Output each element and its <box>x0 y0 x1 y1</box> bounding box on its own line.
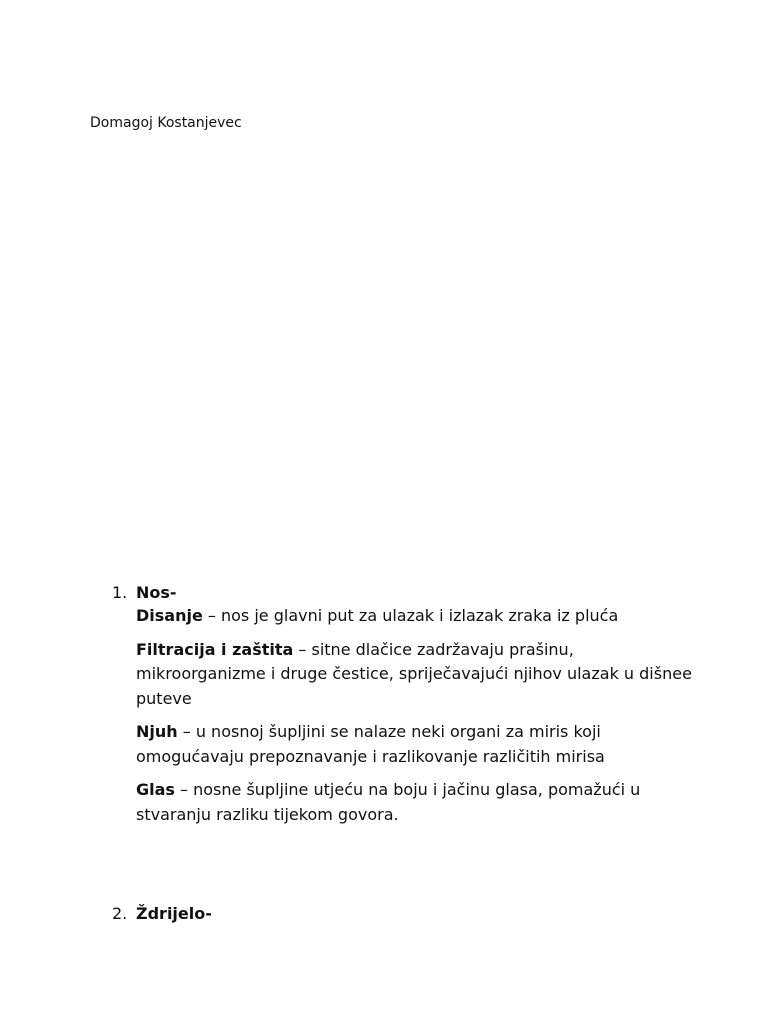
term-glas: Glas <box>136 780 175 799</box>
term-njuh: Njuh <box>136 722 178 741</box>
term-filtracija: Filtracija i zaštita <box>136 639 294 659</box>
text-disanje: – nos je glavni put za ulazak i izlazak zraka iz pluća <box>202 606 619 625</box>
text-filtracija: – sitne dlačice zadržavaju prašinu, mikroorganizme i druge čestice, spriječavajući njihov ulazak u dišnee puteve <box>136 639 692 708</box>
list-item-content <box>136 582 696 827</box>
text-glas: – nosne šupljine utjeću na boju i jačinu glasa, pomažući u stvaranju razliku tijekom govora. <box>136 780 641 824</box>
author-name: Domagoj Kostanjevec <box>90 115 242 131</box>
section-title-nos: Nos- <box>136 583 177 602</box>
paragraph-njuh <box>136 720 696 769</box>
paragraph-glas <box>136 778 696 827</box>
text-njuh: – u nosnoj šupljini se nalaze neki organi za miris koji omogućavaju prepoznavanje i razlikovanje različitih mirisa <box>136 722 605 766</box>
list-item-content <box>136 903 696 925</box>
paragraph-filtracija <box>136 638 696 712</box>
list-number: 2. <box>112 904 128 923</box>
section-title-zdrijelo: Ždrijelo- <box>136 904 212 923</box>
term-disanje: Disanje <box>136 606 203 625</box>
paragraph-disanje <box>136 604 696 629</box>
list-number: 1. <box>112 583 128 602</box>
